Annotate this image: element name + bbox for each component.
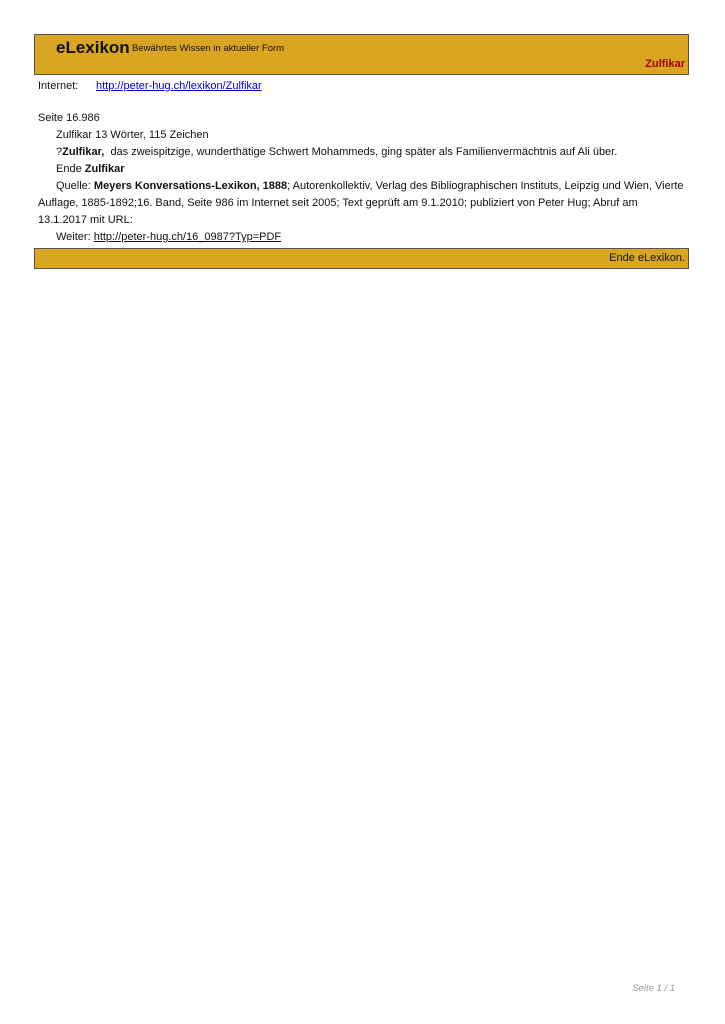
footer-bar [34,248,689,269]
source-text: ; Autorenkollektiv, Verlag des Bibliographischen Instituts, Leipzig und Wien, Vierte Auflage, 1885-1892;16. Band, Seite 986 im Internet seit 2005; Text geprüft am 9.1.2010; publiziert von Peter Hug; Abruf am 13.1.2017 mit URL: [38,180,684,226]
header-bar [34,34,689,75]
page-reference: Seite 16.986 [38,112,100,124]
end-line [38,161,688,178]
word-count: Zulfikar 13 Wörter, 115 Zeichen [56,129,209,141]
page-number: Seite 1 / 1 [632,983,675,994]
page-title: Zulfikar [645,58,685,70]
internet-label: Internet: [38,80,79,92]
entry-line [38,144,688,161]
internet-link[interactable]: http://peter-hug.ch/lexikon/Zulfikar [96,80,262,92]
entry-text: das zweispitzige, wunderthätige Schwert Mohammeds, ging später als Familienvermächtnis auf Ali über. [110,146,618,158]
end-label: Ende [56,163,82,175]
end-elexikon: Ende eLexikon. [609,252,685,264]
source-paragraph [38,178,688,229]
entry-content [38,110,688,246]
next-label: Weiter: [56,231,91,243]
end-term: Zulfikar [84,163,125,175]
slogan: Bewährtes Wissen in aktueller Form [132,43,285,54]
entry-prefix: ? [56,146,63,158]
entry-term: Zulfikar, [62,146,105,158]
next-line [38,229,688,246]
logo: eLexikon [56,38,130,57]
next-link[interactable]: http://peter-hug.ch/16_0987?Typ=PDF [93,231,282,243]
source-label: Quelle: [56,180,91,192]
source-title: Meyers Konversations-Lexikon, 1888 [93,180,288,192]
